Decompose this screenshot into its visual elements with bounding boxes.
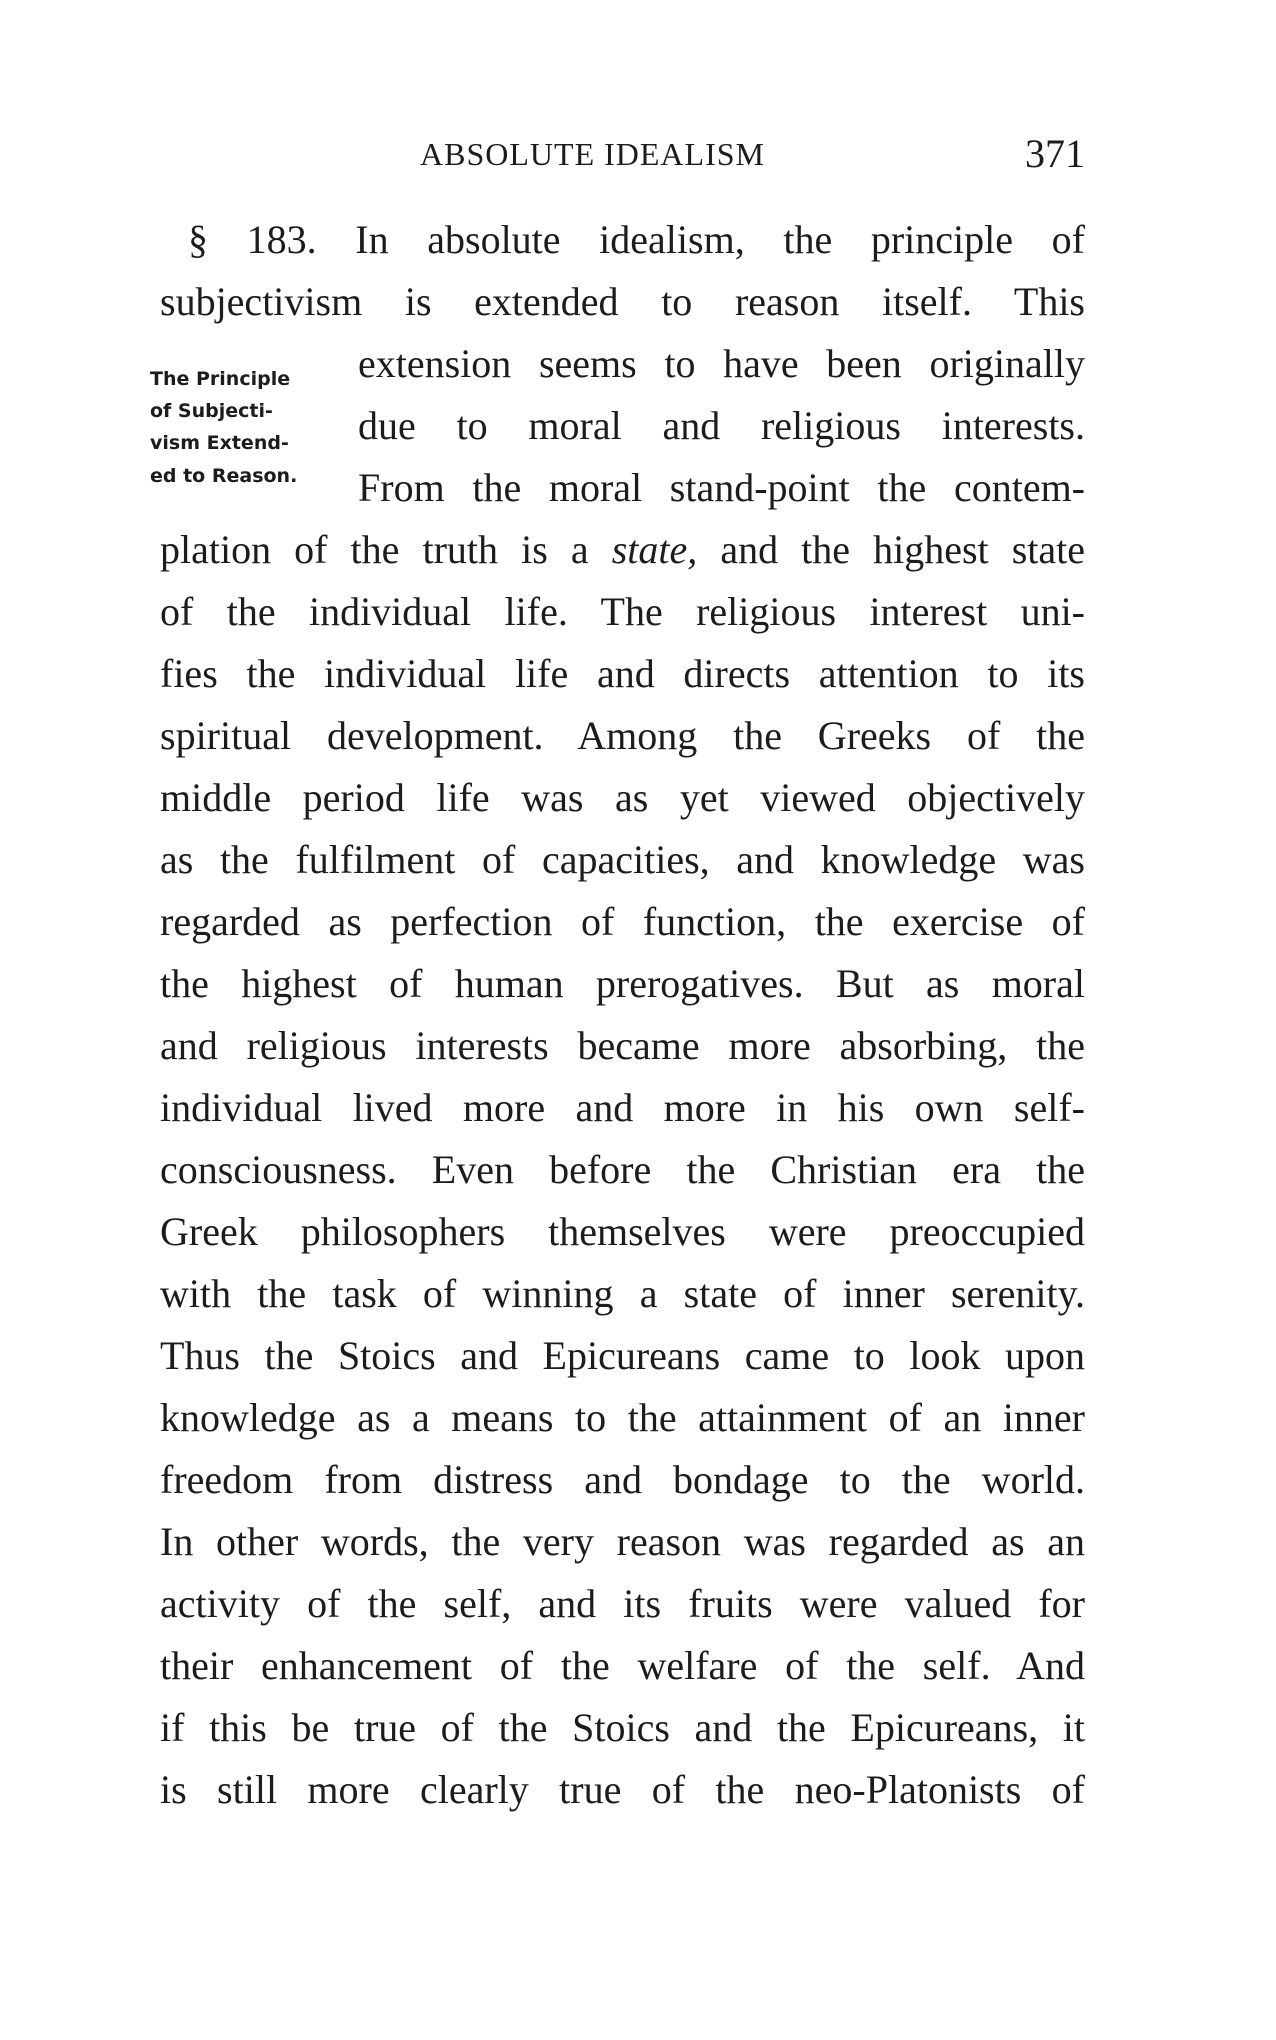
text-line: extension seems to have been originally xyxy=(358,341,1085,386)
text-line: knowledge as a means to the attainment of an inner xyxy=(160,1395,1085,1440)
text-line: due to moral and religious interests. xyxy=(358,403,1085,448)
text-line: the highest of human prerogatives. But as moral xyxy=(160,961,1085,1006)
text-segment: plation of the truth is a xyxy=(160,527,589,572)
italic-word: state, xyxy=(611,527,698,572)
text-line: Greek philosophers themselves were preoccupied xyxy=(160,1209,1085,1254)
text-line: individual lived more and more in his own self- xyxy=(160,1085,1085,1130)
text-line: of the individual life. The religious interest uni- xyxy=(160,589,1085,634)
text-line: if this be true of the Stoics and the Epicureans, it xyxy=(160,1705,1085,1750)
text-line: subjectivism is extended to reason itself. This xyxy=(160,279,1085,324)
text-line: their enhancement of the welfare of the self. And xyxy=(160,1643,1085,1688)
running-head xyxy=(160,130,1085,190)
text-segment: and the highest state xyxy=(720,527,1086,572)
sidenote-line: The Principle xyxy=(150,368,291,390)
text-line: and religious interests became more absorbing, the xyxy=(160,1023,1085,1068)
text-line: regarded as perfection of function, the exercise of xyxy=(160,899,1085,944)
text-line: In other words, the very reason was regarded as an xyxy=(160,1519,1085,1564)
sidenote-line: vism Extend- xyxy=(150,432,289,454)
text-line: spiritual development. Among the Greeks of the xyxy=(160,713,1085,758)
text-line: freedom from distress and bondage to the world. xyxy=(160,1457,1085,1502)
running-head-title: ABSOLUTE IDEALISM xyxy=(420,136,765,172)
sidenote-line: of Subjecti- xyxy=(150,400,273,422)
text-line: fies the individual life and directs attention to its xyxy=(160,651,1085,696)
text-line: From the moral stand-point the contem- xyxy=(358,465,1085,510)
text-line: activity of the self, and its fruits were valued for xyxy=(160,1581,1085,1626)
text-line: consciousness. Even before the Christian era the xyxy=(160,1147,1085,1192)
text-line: is still more clearly true of the neo-Platonists of xyxy=(160,1767,1085,1812)
sidenote-line: ed to Reason. xyxy=(150,465,298,487)
text-line: Thus the Stoics and Epicureans came to look upon xyxy=(160,1333,1085,1378)
text-line: with the task of winning a state of inner serenity. xyxy=(160,1271,1085,1316)
text-line: § 183. In absolute idealism, the principle of xyxy=(188,217,1085,262)
text-line: as the fulfilment of capacities, and knowledge was xyxy=(160,837,1085,882)
page-number: 371 xyxy=(1025,131,1085,176)
text-line xyxy=(160,520,1085,580)
text-line: middle period life was as yet viewed objectively xyxy=(160,775,1085,820)
